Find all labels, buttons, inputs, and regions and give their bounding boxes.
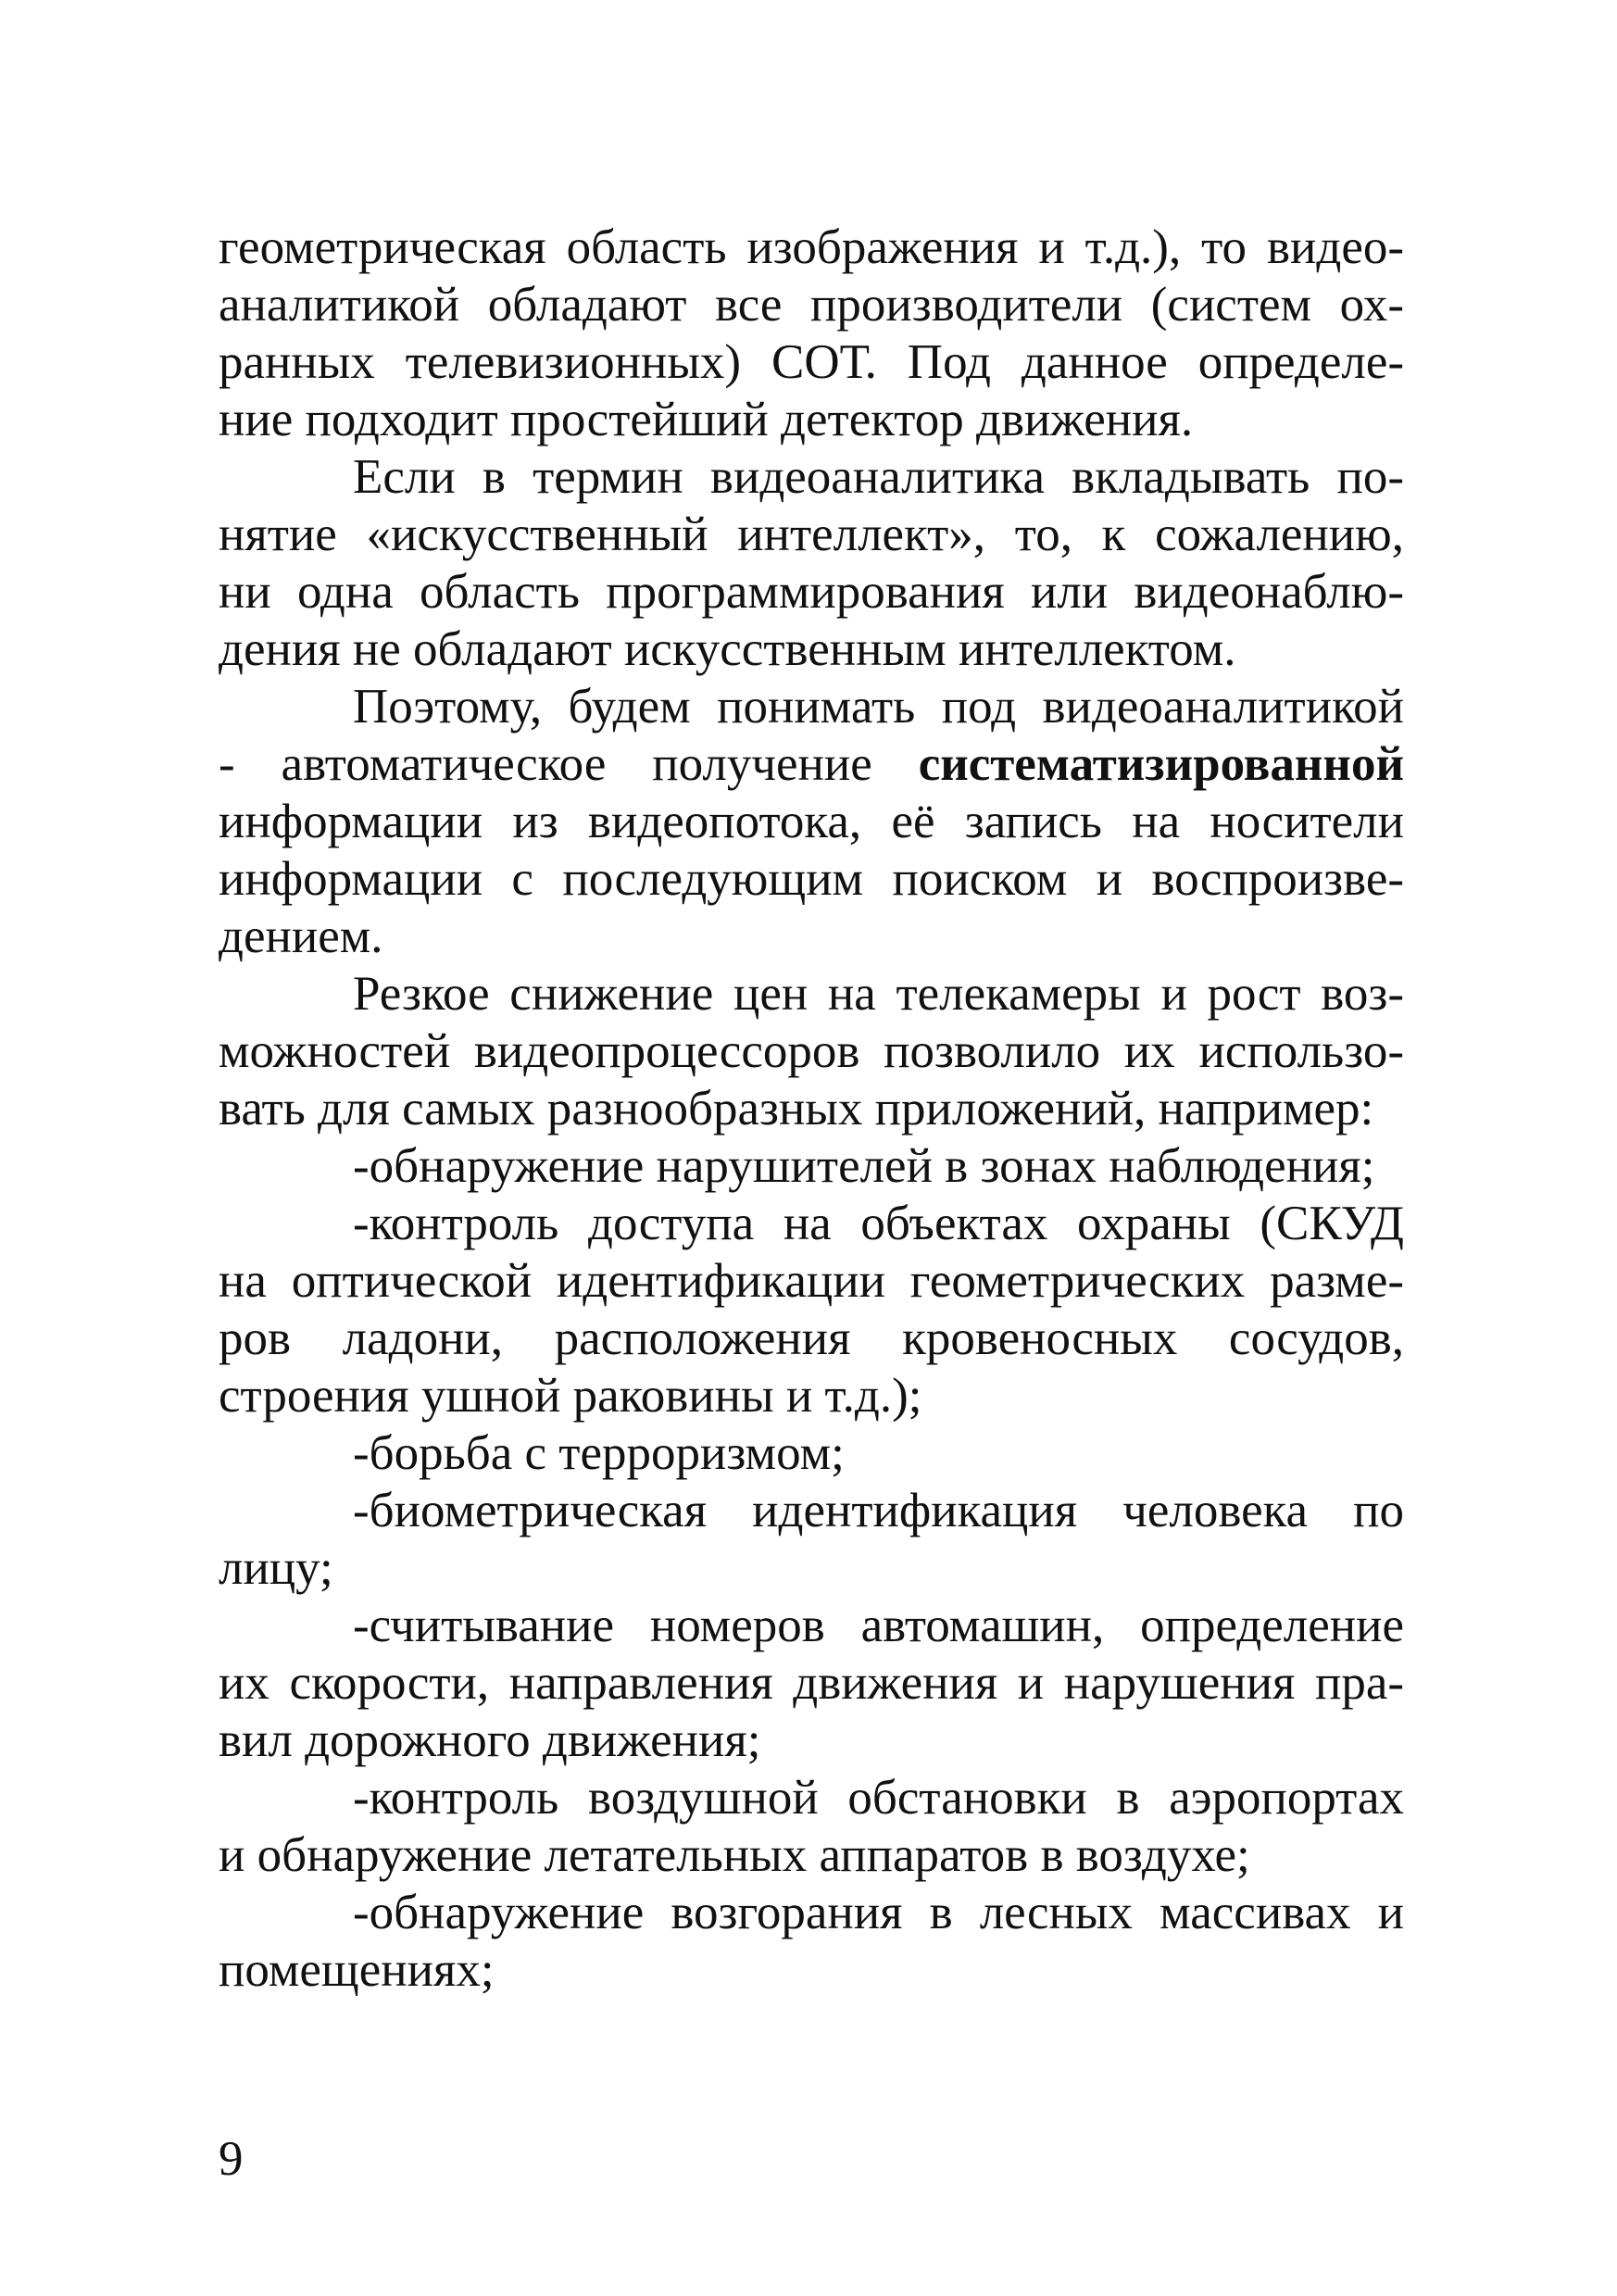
text-line: и обнаружение летательных аппаратов в воздухе; [219, 1828, 1250, 1882]
text-line: -считывание номеров автомашин, определение [353, 1599, 1404, 1652]
text-line [219, 735, 1404, 793]
text-line: нятие «искусственный интеллект», то, к сожалению, [219, 508, 1404, 561]
text-line: -обнаружение возгорания в лесных массивах и [353, 1886, 1404, 1939]
text-line: Если в термин видеоаналитика вкладывать по- [353, 450, 1404, 504]
text-line: ров ладони, расположения кровеносных сосудов, [219, 1311, 1404, 1365]
paragraph [219, 219, 1404, 448]
list-item [219, 1597, 1404, 1769]
text-line: ни одна область программирования или видеонаблю- [219, 565, 1404, 619]
page-body [219, 219, 1404, 1999]
text-line: лицу; [219, 1541, 333, 1595]
list-item [219, 1769, 1404, 1884]
text-line: вать для самых разнообразных приложений, например: [219, 1082, 1374, 1135]
text-line: информации с последующим поиском и воспроизве- [219, 852, 1404, 906]
text-line: -обнаружение нарушителей в зонах наблюдения; [353, 1139, 1375, 1193]
text-line: -контроль воздушной обстановки в аэропортах [353, 1771, 1404, 1825]
text-line: ние подходит простейший детектор движения. [219, 393, 1194, 446]
text-line: информации из видеопотока, её запись на носители [219, 795, 1404, 848]
list-item [219, 1424, 1404, 1482]
text-line: дения не обладают искусственным интеллектом. [219, 622, 1236, 676]
page-number: 9 [219, 2132, 244, 2186]
text-line: Резкое снижение цен на телекамеры и рост воз- [353, 967, 1404, 1021]
text-line: -биометрическая идентификация человека по [353, 1484, 1404, 1537]
paragraph [219, 678, 1404, 965]
paragraph [219, 448, 1404, 678]
text-line: можностей видеопроцессоров позволило их использо- [219, 1024, 1404, 1078]
text-line: строения ушной раковины и т.д.); [219, 1369, 922, 1423]
text-line: дением. [219, 910, 383, 963]
text-line: ранных телевизионных) СОТ. Под данное определе- [219, 335, 1404, 389]
list-item [219, 1482, 1404, 1597]
bold-term: систематизированной [918, 737, 1404, 791]
text-line: помещениях; [219, 1943, 495, 1997]
text-line: Поэтому, будем понимать под видеоаналитикой [353, 680, 1404, 734]
list-item [219, 1884, 1404, 1999]
text-line: -контроль доступа на объектах охраны (СКУД [353, 1197, 1404, 1250]
text-line: на оптической идентификации геометрических разме- [219, 1254, 1404, 1308]
list-item [219, 1195, 1404, 1424]
text-segment: - автоматическое получение [219, 737, 919, 791]
text-line: -борьба с терроризмом; [353, 1426, 845, 1480]
text-line: геометрическая область изображения и т.д.), то видео- [219, 220, 1404, 274]
text-line: аналитикой обладают все производители (систем ох- [219, 278, 1404, 332]
paragraph [219, 965, 1404, 1137]
list-item [219, 1137, 1404, 1195]
text-line: их скорости, направления движения и нарушения пра- [219, 1656, 1404, 1710]
text-line: вил дорожного движения; [219, 1713, 761, 1767]
